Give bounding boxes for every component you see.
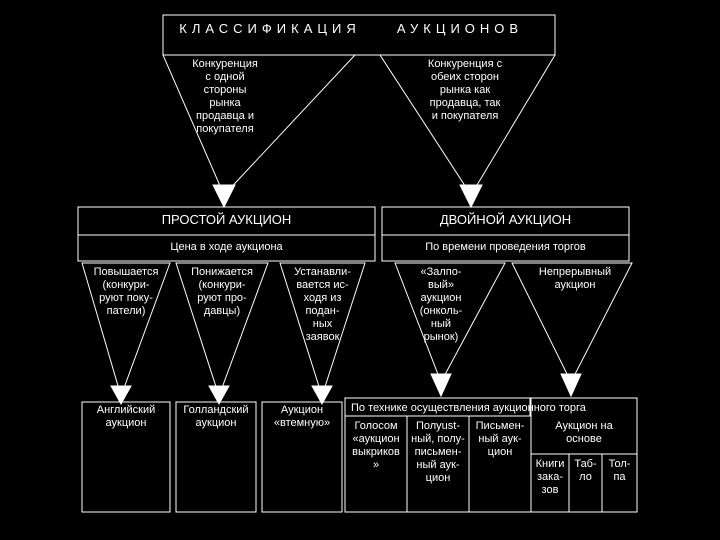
title-left: КЛАССИФИКАЦИЯ: [179, 21, 361, 36]
simple-auction-subtitle: Цена в ходе аукциона: [170, 241, 283, 253]
double-auction-subtitle: По времени проведения торгов: [425, 241, 586, 253]
english-auction-label: Английский аукцион: [96, 404, 156, 429]
written-auction-label: Письмен- ный аук- цион: [475, 420, 525, 458]
voice-auction-label: Голосом «аукцион выкриков »: [352, 420, 400, 471]
crowd-label: Тол- па: [608, 458, 631, 483]
arrow-simple: [213, 185, 235, 207]
competition-both-sides: Конкуренция с обеих сторон рынка как продавца, так и покупателя: [427, 58, 503, 122]
price-rises-label: Повышается (конкури- руют поку- патели): [93, 266, 159, 317]
dutch-auction-label: Голландский аукцион: [183, 404, 249, 429]
call-auction-label: «Залпо- вый» аукцион (онколь- ный рынок): [419, 266, 463, 343]
order-book-label: Книги зака- зов: [535, 458, 565, 496]
title-right: АУКЦИОНОВ: [396, 21, 524, 36]
semi-written-auction-label: Полуust- ный, полу- письмен- ный аук- цион: [411, 420, 465, 484]
price-falls-label: Понижается (конкури- руют про- давцы): [191, 266, 253, 317]
competition-one-side: Конкуренция с одной стороны рынка продавца и покупателя: [192, 58, 258, 135]
simple-auction-title: ПРОСТОЙ АУКЦИОН: [161, 212, 292, 227]
price-set-label: Устанавли- вается ис- ходя из подан- ных заявок: [294, 266, 351, 343]
arrow-double: [460, 185, 482, 207]
board-label: Таб- ло: [574, 458, 597, 483]
based-on-label: Аукцион на основе: [555, 420, 613, 445]
double-auction-title: ДВОЙНОЙ АУКЦИОН: [439, 212, 572, 227]
technique-header: По технике осуществления аукционного торга: [351, 402, 586, 414]
blind-auction-label: Аукцион «втемную»: [273, 404, 331, 429]
continuous-auction-label: Непрерывный аукцион: [538, 266, 612, 291]
